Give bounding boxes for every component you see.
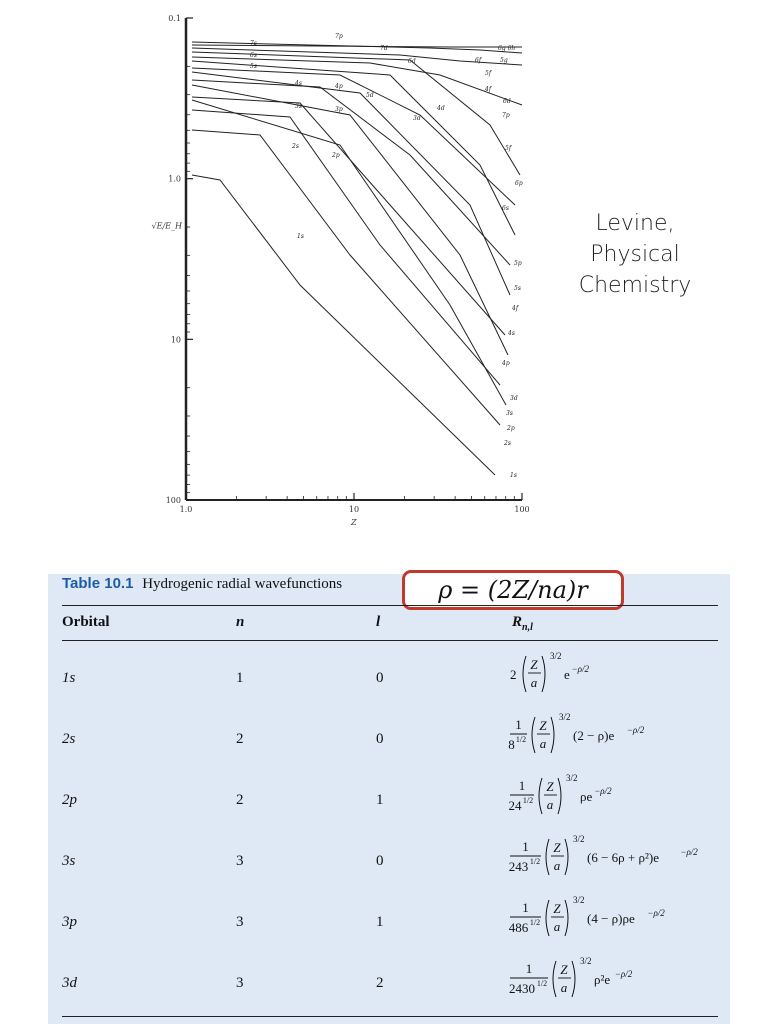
right-paren [572,961,575,997]
n-cell: 3 [236,975,244,991]
curve-label: 6s [502,205,509,212]
wavefunction-table-panel [48,574,730,1024]
half-power: 1/2 [522,796,534,805]
radial-function-cell [508,951,728,1011]
a-symbol: a [546,797,554,812]
coefficient-denominator: 2430 [509,981,535,996]
curve-label: 7d [380,45,388,52]
orbital-cell: 3p [62,914,77,930]
curve-label: 4p [502,360,510,367]
radial-function-cell [508,829,728,889]
coefficient-numerator: 1 [522,900,529,915]
right-paren [565,839,568,875]
coefficient-prefix: 2 [510,667,517,682]
radial-function-cell [508,707,728,767]
function-body: ρ²e [594,972,611,987]
curve-label: 2s [292,143,299,150]
y-tick-label: 10 [170,335,181,345]
a-symbol: a [553,858,561,873]
half-power: 1/2 [536,979,548,988]
curve-label: 6g 6h [498,45,516,52]
curve-label: 4f [512,305,519,312]
n-cell: 2 [236,731,244,747]
left-paren [523,656,526,692]
curve-label: 5s [514,285,521,292]
a-symbol: a [530,675,538,690]
curve-label: 6d [408,58,416,65]
three-halves-power: 3/2 [559,712,571,722]
coefficient-numerator: 1 [518,778,526,793]
z-symbol: Z [553,901,561,916]
radial-function-formula [508,707,728,763]
left-paren [539,778,542,814]
orbital-energy-figure [150,5,540,534]
radial-function-formula [508,646,728,702]
table-bottom-rule [62,1016,718,1017]
z-symbol: Z [530,657,538,672]
curve-label: 4f [485,86,492,93]
header-n: n [236,614,245,630]
rho-definition-box: ρ = (2Z/na)r [402,570,624,610]
three-halves-power: 3/2 [573,834,585,844]
credit-line-2: Physical [590,242,680,267]
curve-label: 2p [332,152,340,159]
right-paren [542,656,545,692]
three-halves-power: 3/2 [573,895,585,905]
l-cell: 2 [376,975,384,991]
curve-label: 6s [250,52,257,59]
coefficient-denominator: 486 [508,920,529,935]
header-R-subscript: n,l [522,622,533,633]
exponent: −ρ/2 [680,847,698,857]
energy-curve [192,80,510,265]
y-tick-label: 100 [165,496,181,505]
radial-function-formula [508,890,728,946]
x-tick-label: 1.0 [179,505,193,514]
curve-label: 5g [500,57,508,64]
coefficient-numerator: 1 [525,961,533,976]
right-paren [565,900,568,936]
header-orbital: Orbital [62,614,110,630]
source-credit [560,208,710,301]
curve-label: 3d [510,395,518,402]
y-tick-label: 1.0 [168,174,181,184]
half-power: 1/2 [529,918,541,927]
curve-label: 5d [366,92,374,99]
right-paren [551,717,554,753]
table-title: Hydrogenic radial wavefunctions [142,576,343,592]
coefficient-denominator: 24 [508,798,522,813]
function-body: (2 − ρ)e [573,728,615,743]
l-cell: 1 [376,792,384,808]
coefficient-denominator: 8 [508,737,515,752]
three-halves-power: 3/2 [550,651,562,661]
half-power: 1/2 [515,735,527,744]
credit-line-1: Levine, [595,211,675,236]
table-header-rule [62,640,718,641]
curve-label: 3s [506,410,513,417]
three-halves-power: 3/2 [566,773,578,783]
left-paren [553,961,556,997]
energy-curve [192,61,515,235]
exponent: −ρ/2 [614,969,633,979]
three-halves-power: 3/2 [580,956,592,966]
n-cell: 3 [236,853,244,869]
curve-label: 5f [485,70,492,77]
radial-function-formula [508,768,728,824]
l-cell: 0 [376,670,384,686]
energy-curve [192,97,505,335]
exponent: −ρ/2 [594,786,612,796]
curve-label: 7s [250,40,257,47]
x-tick-label: 100 [514,505,530,514]
curve-label: 2s [504,440,511,447]
radial-function-formula [508,951,728,1007]
energy-curve [192,175,495,475]
z-symbol: Z [553,840,561,855]
y-tick-label: 0.1 [168,14,181,23]
orbital-cell: 2p [62,792,77,808]
energy-curve [192,68,515,205]
energy-curve [192,85,508,355]
orbital-cell: 3d [62,975,77,991]
curve-label: 4p [335,83,343,90]
curve-label: 3s [295,103,302,110]
curve-label: 6p [515,180,523,187]
l-cell: 0 [376,853,384,869]
l-cell: 0 [376,731,384,747]
left-paren [532,717,535,753]
function-body: e [564,667,570,682]
header-R-symbol: R [512,614,523,630]
orbital-cell: 3s [62,853,76,869]
radial-function-cell [508,890,728,950]
figure-curve-labels [250,33,523,479]
radial-function-cell [508,768,728,828]
z-symbol: Z [546,779,554,794]
n-cell: 3 [236,914,244,930]
credit-line-3: Chemistry [578,273,692,298]
table-number: Table 10.1 [62,575,134,592]
curve-label: 5s [250,63,257,70]
curve-label: 2p [507,425,515,432]
curve-label: 3d [413,115,421,122]
curve-label: 4s [295,80,302,87]
z-symbol: Z [560,962,568,977]
header-l: l [376,614,381,630]
a-symbol: a [560,980,568,995]
l-cell: 1 [376,914,384,930]
exponent: −ρ/2 [647,908,665,918]
n-cell: 1 [236,670,244,686]
curve-label: 4s [508,330,515,337]
table-top-rule [62,605,718,606]
left-paren [546,839,549,875]
right-paren [558,778,561,814]
curve-label: 6d [503,98,511,105]
energy-curve [192,100,506,405]
radial-function-cell [508,646,728,706]
z-symbol: Z [539,718,547,733]
x-axis-label: Z [351,518,357,527]
curve-label: 1s [510,472,517,479]
curve-label: 7p [502,112,510,119]
curve-label: 5f [505,145,512,152]
orbital-cell: 1s [62,670,76,686]
function-body: ρe [580,789,593,804]
curve-label: 4d [437,105,445,112]
n-cell: 2 [236,792,244,808]
header-R [512,614,533,633]
curve-label: 6f [475,57,482,64]
left-paren [546,900,549,936]
exponent: −ρ/2 [626,725,645,735]
radial-function-formula [508,829,728,885]
a-symbol: a [539,736,547,751]
curve-label: 5p [514,260,522,267]
orbital-cell: 2s [62,731,76,747]
a-symbol: a [553,919,561,934]
y-axis-label: √E/E_H [151,221,182,231]
energy-curve [192,72,510,295]
energy-curve [192,45,522,47]
exponent: −ρ/2 [571,664,590,674]
curve-label: 1s [297,233,304,240]
coefficient-numerator: 1 [515,717,522,732]
curve-label: 7p [335,33,343,40]
figure-curves [192,42,522,475]
coefficient-numerator: 1 [522,839,529,854]
energy-curve [192,42,522,53]
table-caption [62,574,342,593]
coefficient-denominator: 243 [508,859,529,874]
function-body: (6 − 6ρ + ρ²)e [587,850,659,865]
curve-label: 3p [335,106,343,113]
x-tick-label: 10 [348,505,360,514]
function-body: (4 − ρ)ρe [587,911,635,926]
half-power: 1/2 [529,857,541,866]
